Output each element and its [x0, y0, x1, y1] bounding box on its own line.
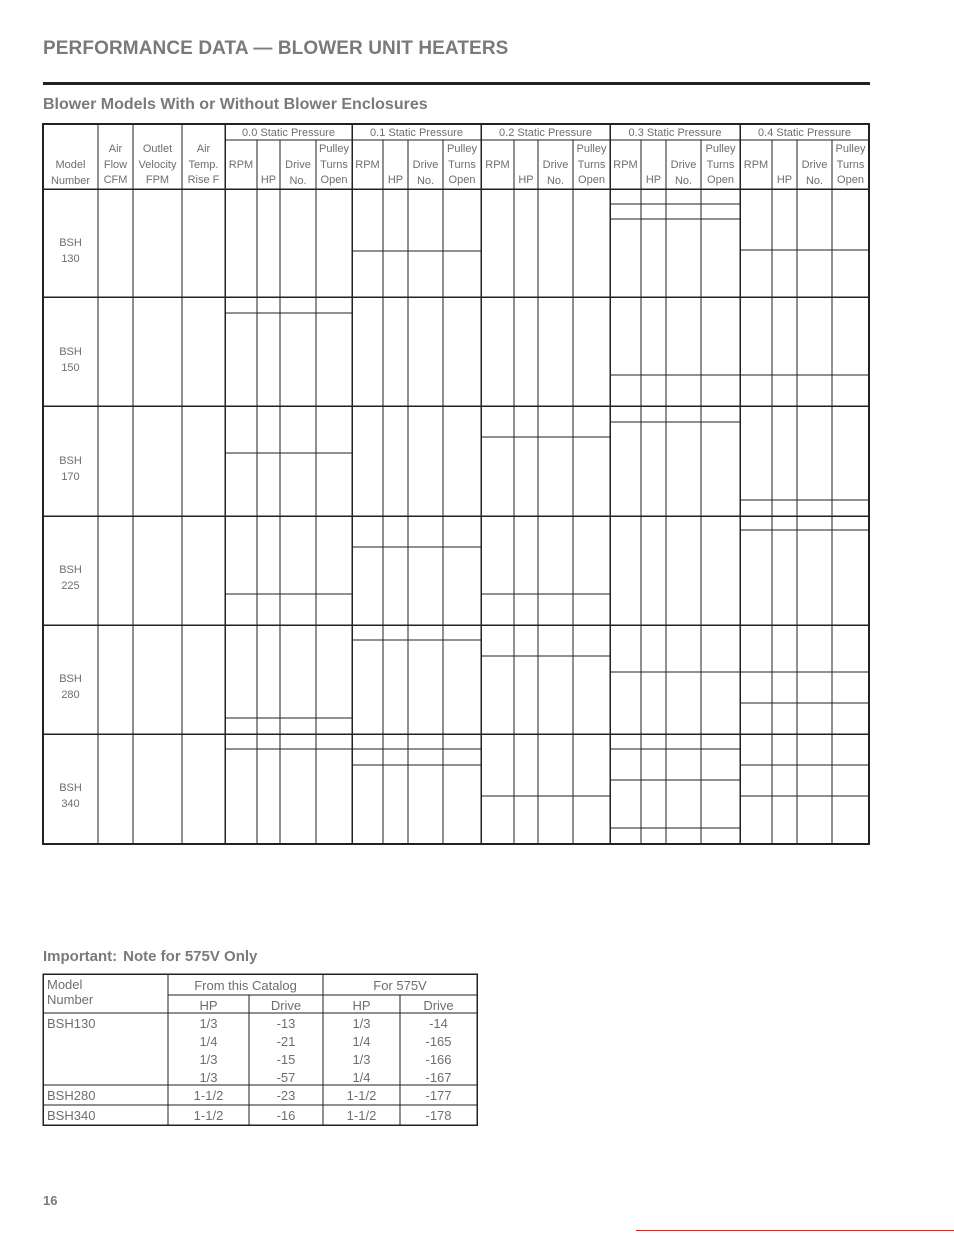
model-label-bsh340: BSH 340: [59, 782, 82, 810]
note-cell-drive-575v: -14: [429, 1016, 448, 1031]
note-cell-drive-575v: -177: [425, 1088, 452, 1103]
header-drive-no: Drive No.: [542, 159, 569, 187]
note-cell-drive-catalog: -57: [276, 1070, 296, 1085]
note-cell-hp-575v: 1/4: [352, 1034, 371, 1049]
pressure-group-0.3: 0.3 Static Pressure: [628, 127, 722, 139]
model-label-bsh150: BSH 150: [59, 346, 82, 374]
header-air-flow-cfm: Air Flow CFM: [103, 143, 128, 186]
note-header-from-catalog: From this Catalog: [194, 978, 297, 993]
note-cell-drive-catalog: -21: [276, 1034, 296, 1049]
important-label: Important:: [43, 948, 118, 965]
pressure-group-0.4: 0.4 Static Pressure: [758, 127, 851, 139]
header-pulley-turns-open: Pulley Turns Open: [705, 143, 736, 186]
pressure-group-0.2: 0.2 Static Pressure: [499, 127, 592, 139]
model-label-bsh130: BSH 130: [59, 237, 82, 265]
note-cell-hp-catalog: 1/4: [199, 1034, 218, 1049]
header-air-temp-rise: Air Temp. Rise F: [187, 143, 220, 186]
note-header-hp: HP: [352, 998, 371, 1013]
header-pulley-turns-open: Pulley Turns Open: [447, 143, 477, 186]
header-hp: HP: [387, 174, 404, 186]
note-header-for-575v: For 575V: [373, 978, 427, 993]
note-cell-model: BSH280: [47, 1088, 96, 1103]
important-text: Note for 575V Only: [123, 948, 258, 965]
header-hp: HP: [260, 174, 277, 186]
note-cell-drive-575v: -165: [425, 1034, 452, 1049]
note-cell-hp-575v: 1-1/2: [346, 1108, 377, 1123]
header-rpm: RPM: [228, 159, 254, 171]
header-pulley-turns-open: Pulley Turns Open: [835, 143, 866, 186]
header-outlet-velocity-fpm: Outlet Velocity FPM: [138, 143, 177, 186]
header-model-number: Model Number: [50, 159, 91, 187]
note-cell-hp-575v: 1-1/2: [346, 1088, 377, 1103]
note-cell-drive-575v: -166: [425, 1052, 452, 1067]
header-hp: HP: [645, 174, 662, 186]
note-header-drive: Drive: [423, 998, 454, 1013]
header-drive-no: Drive No.: [285, 159, 311, 187]
note-cell-hp-575v: 1/3: [352, 1052, 371, 1067]
header-rpm: RPM: [485, 159, 510, 171]
note-cell-drive-catalog: -16: [276, 1108, 296, 1123]
note-cell-drive-catalog: -15: [276, 1052, 296, 1067]
table-subtitle: Blower Models With or Without Blower Enclosures: [43, 96, 428, 113]
note-cell-model: BSH130: [47, 1016, 96, 1031]
header-pulley-turns-open: Pulley Turns Open: [576, 143, 607, 186]
pressure-group-0.0: 0.0 Static Pressure: [242, 127, 335, 139]
header-hp: HP: [518, 174, 534, 186]
note-cell-hp-catalog: 1-1/2: [193, 1088, 224, 1103]
note-cell-hp-catalog: 1-1/2: [193, 1108, 224, 1123]
header-pulley-turns-open: Pulley Turns Open: [319, 143, 349, 186]
note-header-hp: HP: [199, 998, 218, 1013]
header-drive-no: Drive No.: [670, 159, 697, 187]
header-rpm: RPM: [613, 159, 638, 171]
header-hp: HP: [776, 174, 793, 186]
footer-red-rule: [636, 1230, 954, 1231]
header-rpm: RPM: [743, 159, 769, 171]
note-cell-drive-catalog: -13: [276, 1016, 296, 1031]
note-cell-drive-catalog: -23: [276, 1088, 296, 1103]
header-rpm: RPM: [355, 159, 380, 171]
note-cell-drive-575v: -167: [425, 1070, 452, 1085]
note-cell-drive-575v: -178: [425, 1108, 452, 1123]
pressure-group-0.1: 0.1 Static Pressure: [370, 127, 463, 139]
page-title: PERFORMANCE DATA — BLOWER UNIT HEATERS: [43, 38, 509, 59]
note-cell-hp-catalog: 1/3: [199, 1052, 218, 1067]
model-label-bsh280: BSH 280: [59, 673, 82, 701]
note-cell-model: BSH340: [47, 1108, 96, 1123]
note-header-drive: Drive: [270, 998, 302, 1013]
note-cell-hp-575v: 1/3: [352, 1016, 371, 1031]
important-note: [43, 948, 257, 965]
note-cell-hp-catalog: 1/3: [199, 1016, 218, 1031]
header-drive-no: Drive No.: [801, 159, 828, 187]
note-header-model-number: Model Number: [47, 977, 94, 1007]
header-drive-no: Drive No.: [412, 159, 439, 187]
page-number: 16: [43, 1193, 58, 1208]
note-cell-hp-575v: 1/4: [352, 1070, 371, 1085]
model-label-bsh225: BSH 225: [59, 564, 82, 592]
note-cell-hp-catalog: 1/3: [199, 1070, 218, 1085]
model-label-bsh170: BSH 170: [59, 455, 82, 483]
